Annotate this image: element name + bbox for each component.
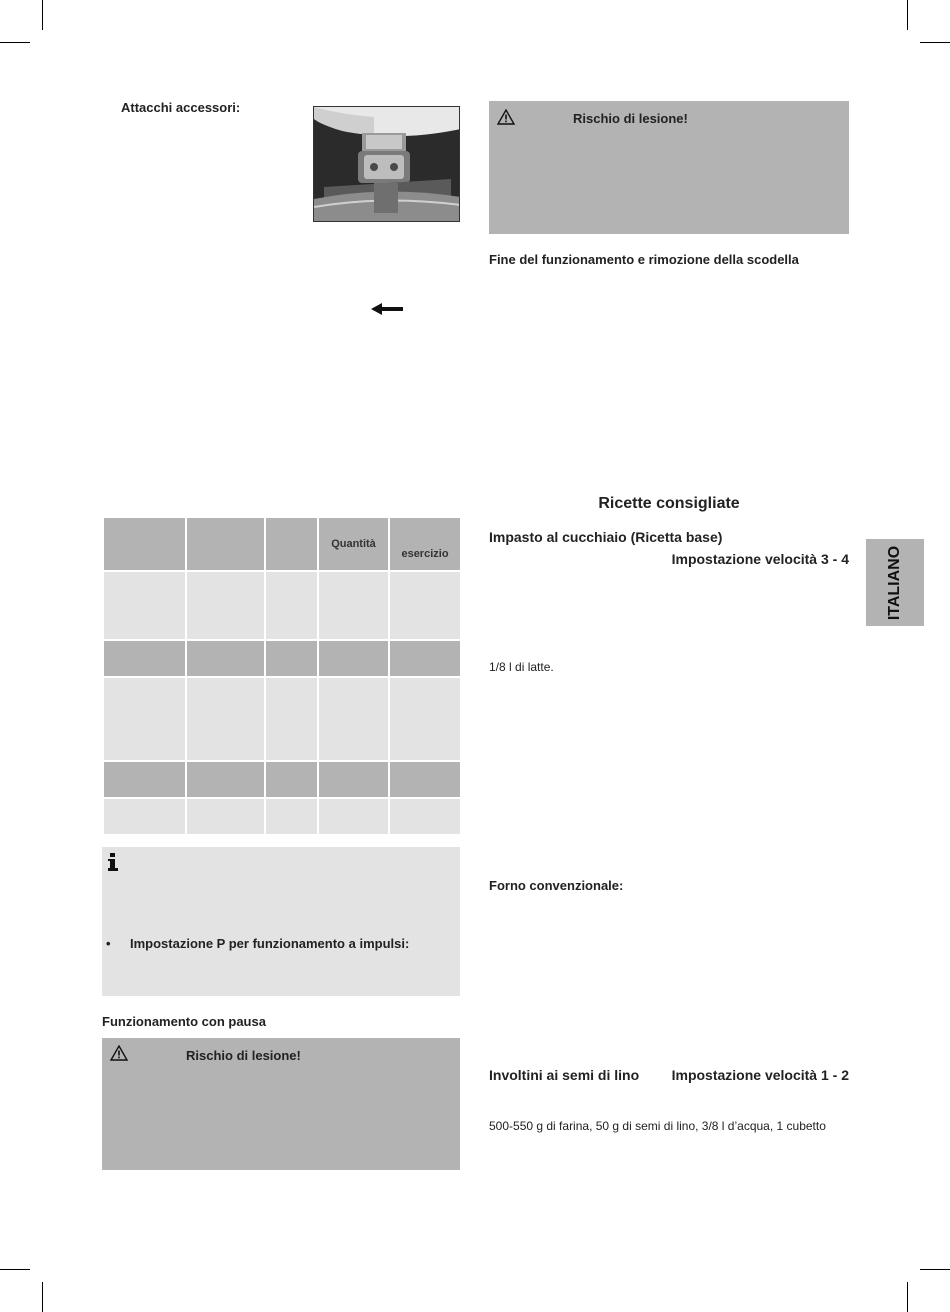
recipe2-title: Involtini ai semi di lino [489,1067,640,1083]
info-box [102,847,460,996]
table-row [104,678,460,760]
language-tab [866,539,924,626]
attachments-heading: Attacchi accessori: [121,100,241,115]
recipe1-speed: Impostazione velocità 3 - 4 [671,551,849,567]
crop-mark [920,1269,950,1270]
crop-mark [0,42,30,43]
table-header-cell: esercizio [390,518,460,570]
crop-mark [42,0,43,30]
table-header-row [104,518,460,570]
crop-mark [0,1269,30,1270]
crop-mark [920,42,950,43]
recipe2-ingredients: 500-550 g di farina, 50 g di semi di lino, 3/8 l d’acqua, 1 cubetto [489,1119,826,1133]
recipe1-title: Impasto al cucchiaio (Ricetta base) [489,529,723,545]
table-row [104,799,460,834]
recipe2-speed: Impostazione velocità 1 - 2 [671,1067,849,1083]
bullet: • [106,936,111,951]
recipes-title: Ricette consigliate [598,495,740,512]
table-row [104,641,460,676]
end-of-operation-heading: Fine del funzionamento e rimozione della scodella [489,252,799,267]
pause-heading: Funzionamento con pausa [102,1014,266,1029]
pulse-setting-label: Impostazione P per funzionamento a impulsi: [130,936,410,951]
arrow-left-icon [371,302,403,320]
warning-triangle-icon [110,1045,128,1061]
mixer-attachment-photo [313,106,460,222]
crop-mark [907,1282,908,1312]
crop-mark [42,1282,43,1312]
language-tab-label: ITALIANO [886,545,903,620]
info-icon [107,853,119,878]
table-header-cell [187,518,264,570]
table-row [104,572,460,639]
table-header-cell [104,518,185,570]
settings-table [102,516,462,836]
warning-box-left [102,1038,460,1170]
warning-title: Rischio di lesione! [573,111,688,126]
oven-heading: Forno convenzionale: [489,878,624,893]
table-row [104,762,460,797]
table-header-cell: Quantità [319,518,388,570]
warning-title: Rischio di lesione! [186,1048,301,1063]
warning-box-right [489,101,849,234]
table-header-cell [266,518,317,570]
warning-triangle-icon [497,109,515,125]
recipe1-milk: 1/8 l di latte. [489,660,554,674]
crop-mark [907,0,908,30]
